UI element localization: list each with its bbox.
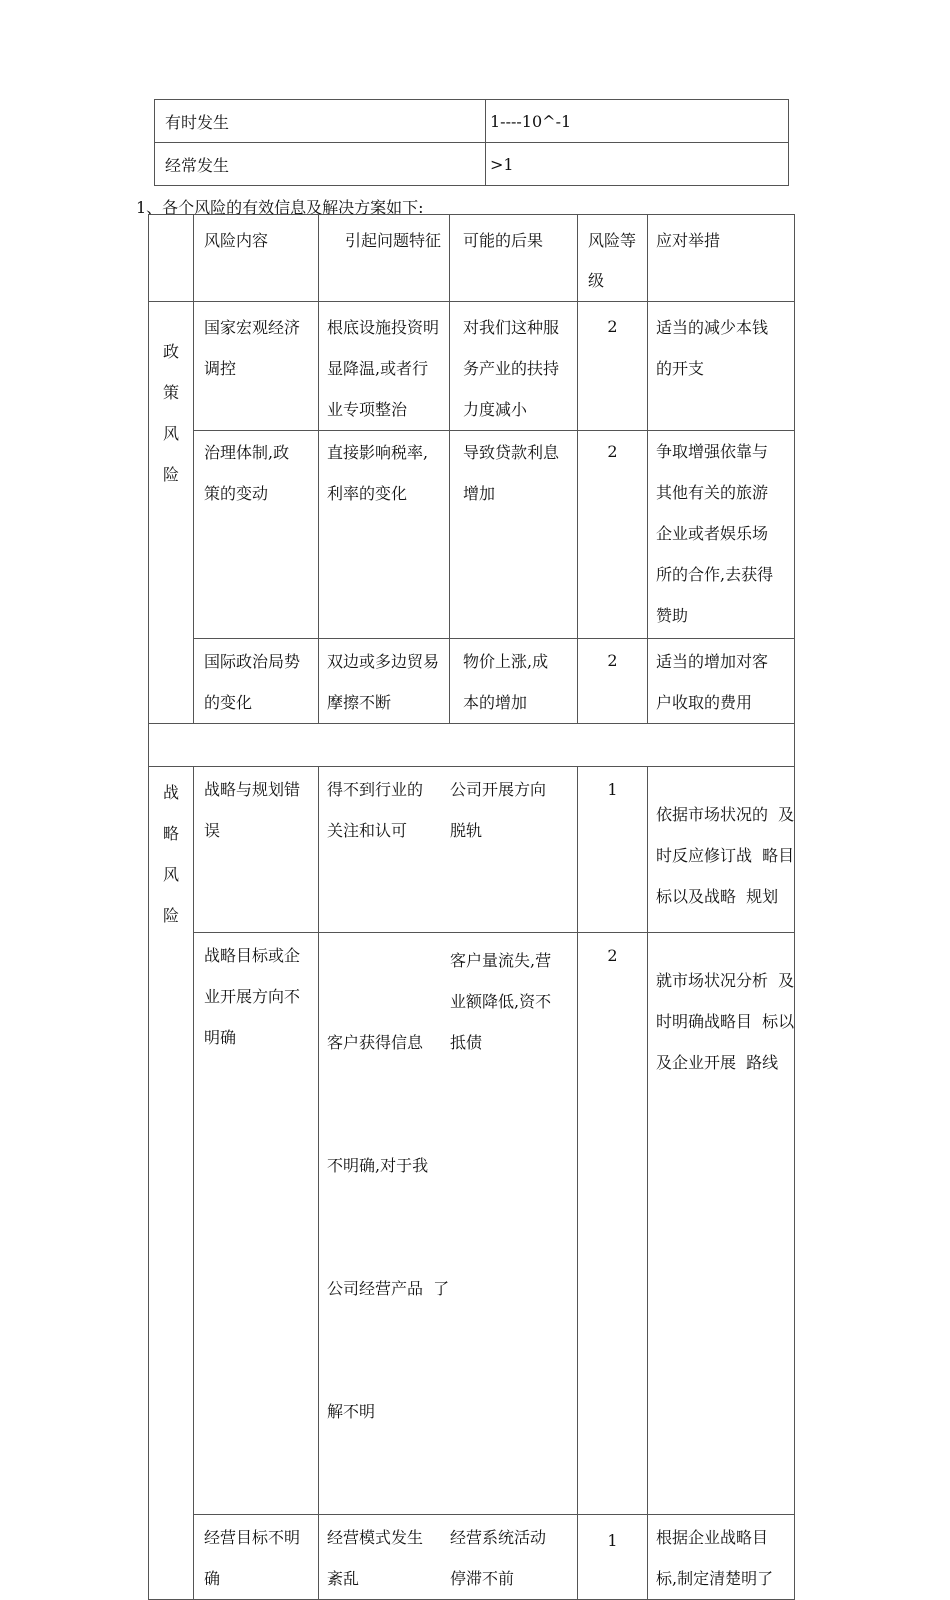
header-blank-cell [149, 215, 194, 302]
text-line: 国际政治局势 [204, 652, 301, 671]
text-line: 所的合作,去获得 [656, 565, 774, 584]
text-line: 公司开展方向 [450, 780, 547, 799]
header-content: 风险内容 [204, 231, 269, 250]
risk-content [194, 639, 318, 723]
header-level-line2: 级 [588, 271, 605, 290]
text-line: 就市场状况分析 及 [656, 971, 795, 990]
risk-feature [319, 940, 450, 1514]
text-line: 导致贷款利息 [463, 443, 560, 462]
risk-consequence [450, 639, 577, 723]
text-line: 客户量流失,营 [450, 951, 552, 970]
table-cell [319, 302, 450, 431]
text-line: 调控 [204, 359, 237, 378]
text-line: 经营系统活动 [450, 1528, 547, 1547]
text-line: 本的增加 [463, 693, 528, 712]
header-level-line1: 风险等 [588, 231, 637, 250]
text-line: 力度减小 [463, 400, 528, 419]
text-line: 抵债 [450, 1033, 483, 1052]
frequency-value: 1----10^-1 [486, 100, 789, 143]
text-line: 业开展方向不 [204, 987, 301, 1006]
risk-consequence [450, 769, 546, 851]
text-line: 误 [204, 821, 221, 840]
risk-consequence [450, 431, 577, 514]
text-line: 政 [162, 342, 179, 361]
text-line: 的变化 [204, 693, 253, 712]
table-cell [648, 639, 795, 724]
risk-level: 2 [607, 317, 618, 336]
text-line: 对我们这种服 [463, 318, 560, 337]
risk-content [194, 1515, 318, 1599]
text-line: 风 [162, 424, 179, 443]
text-line: 业专项整治 [327, 400, 408, 419]
text-line: 明确 [204, 1028, 237, 1047]
text-line: 时反应修订战 略目 [656, 846, 795, 865]
header-content-cell [194, 215, 319, 302]
text-line: 业额降低,资不 [450, 992, 552, 1011]
risk-measures [648, 302, 794, 389]
table-cell [578, 639, 648, 724]
text-line: 户收取的费用 [656, 693, 753, 712]
header-consequence-cell [450, 215, 578, 302]
text-line: 增加 [463, 484, 496, 503]
header-consequence: 可能的后果 [463, 231, 544, 250]
risk-consequence [450, 302, 577, 430]
risk-feature [319, 1517, 450, 1599]
text-line: 依据市场状况的 及 [656, 805, 795, 824]
table-cell [648, 933, 795, 1515]
risk-feature [319, 431, 449, 514]
frequency-label: 经常发生 [155, 143, 486, 186]
text-line: 公司经营产品 了 [327, 1279, 450, 1298]
text-line: 解不明 [327, 1402, 376, 1421]
text-line: 经营模式发生 [327, 1528, 424, 1547]
text-line: 企业或者娱乐场 [656, 524, 769, 543]
risk-measures [648, 933, 794, 1083]
text-line: 紊乱 [327, 1569, 360, 1588]
table-cell [578, 302, 648, 431]
risk-content [194, 302, 318, 389]
text-line: 标,制定清楚明了 [656, 1569, 774, 1588]
text-line: 策的变动 [204, 484, 269, 503]
risk-table [148, 214, 795, 1600]
risk-feature [319, 639, 449, 723]
table-cell [450, 431, 578, 639]
text-line: 险 [162, 465, 179, 484]
table-cell [319, 639, 450, 724]
text-line: 不明确,对于我 [327, 1156, 429, 1175]
table-cell [319, 933, 578, 1515]
table-cell [194, 767, 319, 933]
table-cell [578, 933, 648, 1515]
table-cell [319, 431, 450, 639]
policy-category [149, 302, 193, 495]
text-line: 险 [162, 906, 179, 925]
strategy-category-cell [149, 767, 194, 1600]
table-cell [648, 431, 795, 639]
text-line: 战略与规划错 [204, 780, 301, 799]
table-cell [450, 302, 578, 431]
header-measures-cell [648, 215, 795, 302]
text-line: 确 [204, 1569, 221, 1588]
table-cell [194, 639, 319, 724]
text-line: 直接影响税率, [327, 443, 429, 462]
text-line: 根底设施投资明 [327, 318, 440, 337]
policy-category-cell [149, 302, 194, 724]
table-row [149, 302, 795, 431]
table-cell [648, 767, 795, 933]
table-cell [648, 302, 795, 431]
risk-content [194, 767, 318, 851]
text-line: 其他有关的旅游 [656, 483, 769, 502]
text-line: 双边或多边贸易 [327, 652, 440, 671]
table-cell [578, 767, 648, 933]
text-line: 战略目标或企 [204, 946, 301, 965]
risk-feature [319, 302, 449, 430]
risk-consequence [450, 1517, 546, 1599]
frequency-table [154, 99, 789, 186]
table-row [149, 1515, 795, 1600]
risk-level: 1 [607, 780, 618, 799]
risk-level: 2 [607, 442, 618, 461]
risk-measures [648, 431, 794, 636]
risk-feature-consequence [319, 1515, 577, 1599]
frequency-label: 有时发生 [155, 100, 486, 143]
text-line: 适当的增加对客 [656, 652, 769, 671]
table-cell [194, 431, 319, 639]
text-line: 根据企业战略目 [656, 1528, 769, 1547]
text-line: 略 [162, 824, 179, 843]
text-line: 赞助 [656, 606, 689, 625]
text-line: 治理体制,政 [204, 443, 290, 462]
table-cell [450, 639, 578, 724]
table-cell [319, 1515, 578, 1600]
risk-content [194, 431, 318, 514]
text-line: 策 [162, 383, 179, 402]
risk-measures [648, 1515, 794, 1599]
risk-consequence [450, 940, 551, 1514]
text-line: 脱轨 [450, 821, 483, 840]
risk-feature-consequence [319, 767, 577, 851]
header-level-cell [578, 215, 648, 302]
risk-measures [648, 639, 794, 723]
table-cell [578, 431, 648, 639]
text-line: 风 [162, 865, 179, 884]
table-cell [648, 1515, 795, 1600]
risk-feature-consequence [319, 933, 577, 1514]
strategy-category [149, 767, 193, 936]
risk-level: 2 [607, 946, 618, 965]
text-line: 适当的减少本钱 [656, 318, 769, 337]
risk-content [194, 933, 318, 1058]
separator-row [149, 724, 795, 767]
text-line: 标以及战略 规划 [656, 887, 779, 906]
text-line: 利率的变化 [327, 484, 408, 503]
text-line: 务产业的扶持 [463, 359, 560, 378]
table-cell [194, 302, 319, 431]
text-line: 得不到行业的 [327, 780, 424, 799]
table-row [155, 143, 789, 186]
risk-level: 1 [607, 1531, 618, 1550]
text-line: 的开支 [656, 359, 705, 378]
text-line: 国家宏观经济 [204, 318, 301, 337]
text-line: 显降温,或者行 [327, 359, 429, 378]
empty-cell [149, 724, 795, 767]
table-row [155, 100, 789, 143]
text-line: 时明确战略目 标以 [656, 1012, 795, 1031]
text-line: 争取增强依靠与 [656, 442, 769, 461]
risk-level: 2 [607, 651, 618, 670]
table-row [149, 639, 795, 724]
text-line: 经营目标不明 [204, 1528, 301, 1547]
text-line: 战 [162, 783, 179, 802]
risk-feature [319, 769, 450, 851]
header-feature-cell [319, 215, 450, 302]
text-line: 摩擦不断 [327, 693, 392, 712]
header-measures: 应对举措 [656, 231, 721, 250]
table-cell [578, 1515, 648, 1600]
section-heading: 1、各个风险的有效信息及解决方案如下: [136, 198, 424, 217]
text-line: 及企业开展 路线 [656, 1053, 779, 1072]
text-line: 物价上涨,成 [463, 652, 549, 671]
table-row [149, 933, 795, 1515]
frequency-value: >1 [486, 143, 789, 186]
text-line: 停滞不前 [450, 1569, 515, 1588]
text-line: 关注和认可 [327, 821, 408, 840]
table-row [149, 431, 795, 639]
table-cell [194, 933, 319, 1515]
table-row [149, 767, 795, 933]
table-cell [319, 767, 578, 933]
text-line: 客户获得信息 [327, 1033, 424, 1052]
table-cell [194, 1515, 319, 1600]
header-row [149, 215, 795, 302]
risk-measures [648, 767, 794, 917]
header-feature: 引起问题特征 [345, 231, 442, 250]
